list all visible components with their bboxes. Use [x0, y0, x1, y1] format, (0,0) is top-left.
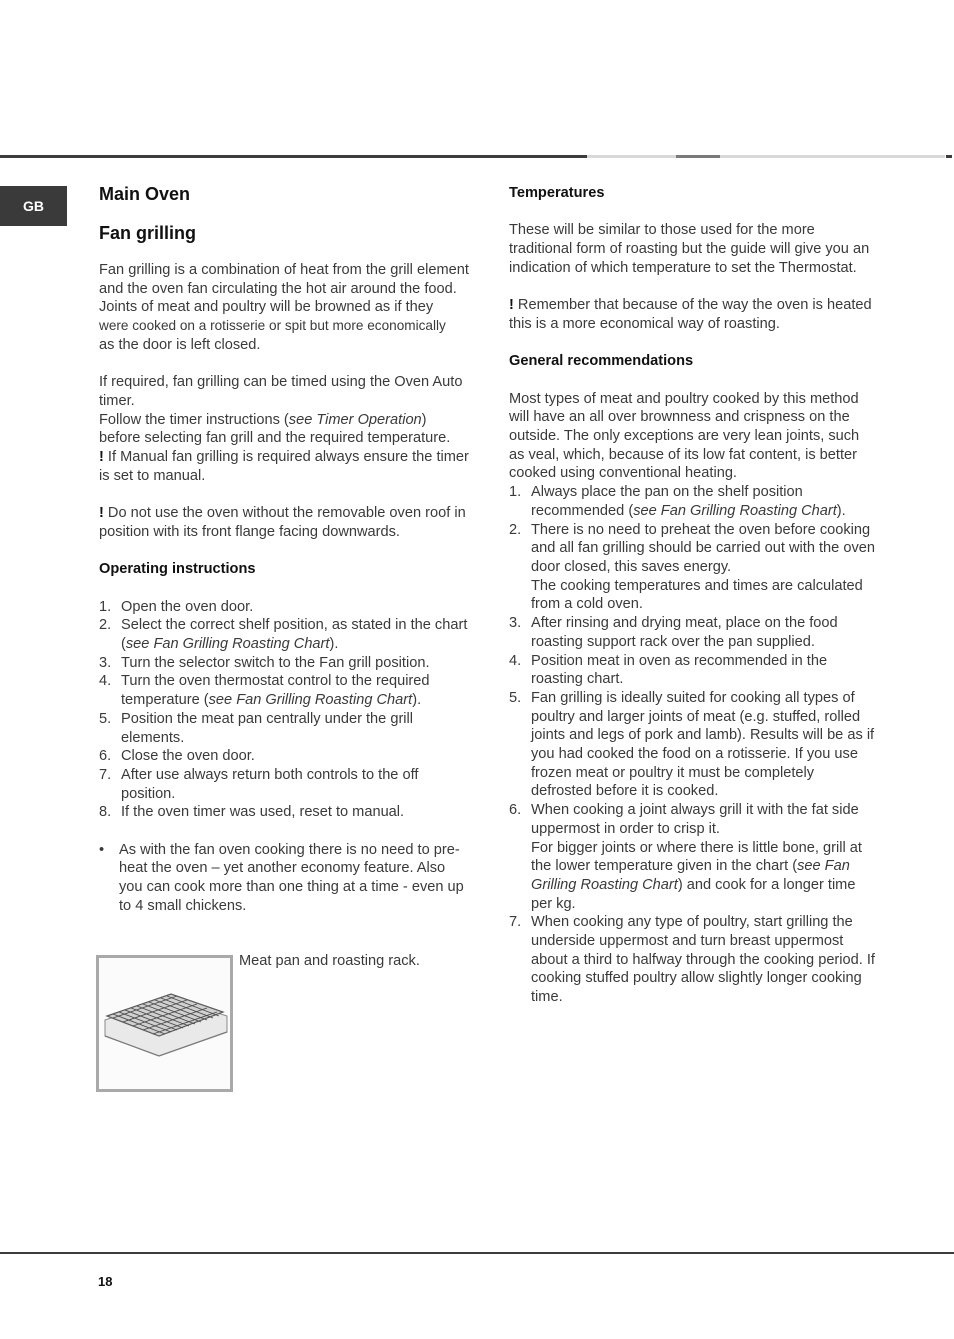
recommendation-list: [509, 483, 877, 1007]
timer-instructions: Follow the timer instructions (see Timer Operation) before selecting fan grill and the required temperature.: [99, 411, 451, 447]
left-text: [99, 261, 469, 916]
list-item: 4. Turn the oven thermostat control to the required temperature (see Fan Grilling Roasting Chart).: [99, 673, 430, 709]
list-item: 2. Select the correct shelf position, as stated in the chart (see Fan Grilling Roasting Chart).: [99, 617, 468, 652]
chart-reference: see Fan Grilling Roasting Chart: [531, 858, 850, 893]
list-item: 6. When cooking a joint always grill it with the fat side uppermost in order to crisp it. For bigger joints or where there is little bone, grill at the lower temperature given in the chart (see Fan Grilling Roasting Chart) and cook for a longer time per kg.: [509, 802, 862, 912]
operating-steps: [99, 598, 469, 822]
intro-line: Joints of meat and poultry will be browned as if they: [99, 299, 434, 316]
language-tab: [0, 186, 67, 226]
temperatures-paragraph: These will be similar to those used for the more traditional form of roasting but the guide will give you an indication of which temperature to set the Thermostat.: [509, 222, 870, 276]
header-rule-light: [587, 155, 676, 158]
language-tab-label: GB: [23, 198, 44, 214]
figure-caption: Meat pan and roasting rack.: [239, 953, 420, 969]
list-item: 7. When cooking any type of poultry, start grilling the underside uppermost and turn breast uppermost about a third to halfway through the cooking period. If cooking stuffed poultry allow slightly longer cooking time.: [509, 914, 875, 1006]
page-number: 18: [98, 1274, 113, 1289]
footer-rule: [0, 1252, 954, 1254]
section-title: Main Oven: [99, 184, 191, 204]
right-column: [509, 184, 877, 1007]
oven-roof-warning: ! Do not use the oven without the removable oven roof in position with its front flange facing downwards.: [99, 505, 466, 540]
header-rule-mid: [676, 155, 720, 158]
warning-mark: !: [509, 297, 514, 314]
roasting-rack-illustration: [99, 958, 230, 1089]
list-item: 5. Fan grilling is ideally suited for cooking all types of poultry and larger joints of meat (e.g. stuffed, rolled joints and legs of pork and lamb). Results will be as if you had cooked the food on a rotisserie. If you use frozen meat or poultry it must be completely defrosted before it is cooked.: [509, 689, 875, 800]
warning-mark: !: [99, 505, 104, 522]
list-item: • As with the fan oven cooking there is no need to pre-heat the oven – yet another economy feature. Also you can cook more than one thing at a time - even up to 4 small chickens.: [99, 841, 464, 914]
list-item: 5. Position the meat pan centrally under the grill elements.: [99, 710, 414, 746]
operating-heading: Operating instructions: [99, 561, 256, 578]
timer-paragraph: If required, fan grilling can be timed using the Oven Auto timer.: [99, 374, 463, 409]
subsection-title: Fan grilling: [99, 223, 196, 243]
general-paragraph: Most types of meat and poultry cooked by this method will have an all over brownness and crispness on the outside. The only exceptions are very lean joints, such as veal, which, because of its low fat content, is better cooked using conventional heating.: [509, 390, 860, 482]
list-item: 1. Open the oven door.: [99, 598, 254, 615]
intro-line: as the door is left closed.: [99, 336, 261, 353]
warning-mark: !: [99, 449, 104, 466]
chart-reference: see Fan Grilling Roasting Chart: [633, 502, 837, 519]
list-item: 4. Position meat in oven as recommended in the roasting chart.: [509, 652, 828, 688]
left-column: [99, 184, 469, 916]
list-item: 8. If the oven timer was used, reset to manual.: [99, 804, 405, 821]
list-item: 2. There is no need to preheat the oven before cooking and all fan grilling should be carried out with the oven door closed, this saves energy. The cooking temperatures and times are calculated from a cold oven.: [509, 521, 875, 613]
meat-pan-photo: [96, 955, 233, 1092]
header-rule-end: [946, 155, 952, 158]
intro-line: were cooked on a rotisserie or spit but more economically: [99, 318, 446, 334]
list-item: 7. After use always return both controls to the off position.: [99, 766, 419, 802]
chart-reference: see Fan Grilling Roasting Chart: [208, 692, 413, 709]
economy-warning: ! Remember that because of the way the oven is heated this is a more economical way of roasting.: [509, 297, 872, 332]
timer-operation-reference: see Timer Operation: [288, 411, 422, 428]
intro-paragraph: Fan grilling is a combination of heat from the grill element and the oven fan circulating the hot air around the food.: [99, 262, 469, 297]
list-item: 3. Turn the selector switch to the Fan grill position.: [99, 654, 430, 671]
economy-note: [99, 841, 469, 916]
list-item: 3. After rinsing and drying meat, place on the food roasting support rack over the pan supplied.: [509, 615, 838, 650]
chart-reference: see Fan Grilling Roasting Chart: [125, 636, 330, 652]
list-item: 1. Always place the pan on the shelf position recommended (see Fan Grilling Roasting Chart).: [509, 484, 846, 519]
manual-warning: ! If Manual fan grilling is required always ensure the timer is set to manual.: [99, 449, 469, 484]
temperatures-heading: Temperatures: [509, 185, 605, 201]
list-item: 6. Close the oven door.: [99, 748, 255, 765]
general-heading: General recommendations: [509, 353, 694, 370]
header-rule-light-2: [720, 155, 945, 158]
bullet-mark: •: [99, 841, 105, 858]
header-rule-dark: [0, 155, 587, 158]
